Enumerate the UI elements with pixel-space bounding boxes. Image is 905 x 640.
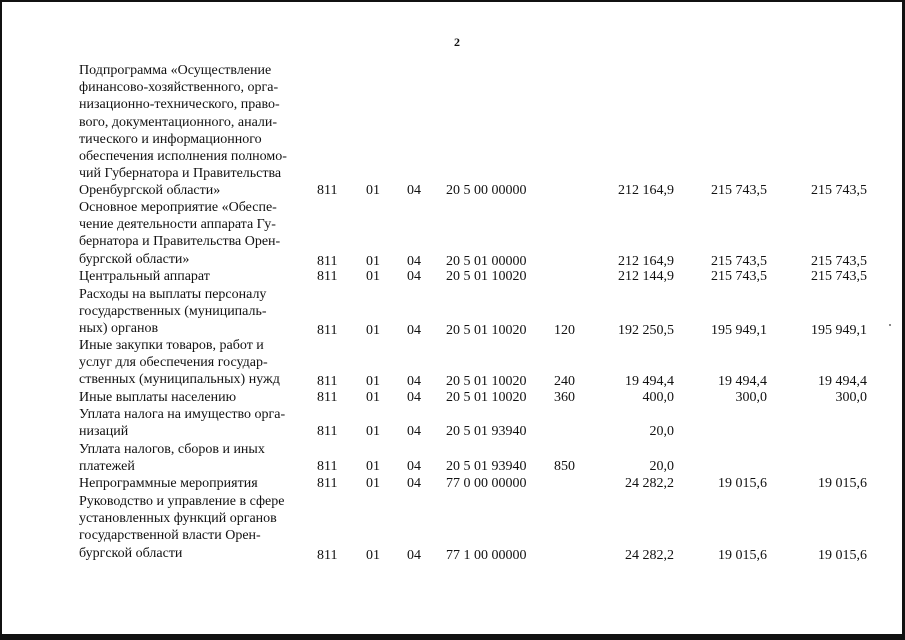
target-article-code: 20 5 00 00000 (446, 183, 527, 199)
target-article-code: 77 0 00 00000 (446, 476, 527, 491)
table-row (2, 441, 905, 475)
row-description: Иные выплаты населению (79, 390, 237, 405)
amount-year-1: 212 144,9 (618, 269, 674, 284)
amount-year-3: 19 015,6 (818, 476, 867, 491)
grbs-code: 811 (317, 459, 338, 475)
amount-year-2: 215 743,5 (711, 269, 767, 284)
table-row (2, 286, 905, 338)
section-code: 01 (366, 323, 380, 339)
row-description: Подпрограмма «Осуществление финансово-хозяйственного, орга- низационно-технического, право- вого, документационного, анали- тического и информационного обеспечения исполнения полномо- чий Губернатора и Правительства Оренбургской области» (79, 63, 287, 199)
amount-year-2: 215 743,5 (711, 253, 767, 269)
table-row (2, 268, 905, 285)
row-description: Расходы на выплаты персоналу государственных (муниципаль- ных) органов (79, 287, 267, 337)
row-description: Уплата налога на имущество орга- низаций (79, 407, 286, 440)
subsection-code: 04 (407, 323, 421, 339)
expense-type-code: 120 (554, 323, 575, 339)
amount-year-1: 212 164,9 (618, 253, 674, 269)
subsection-code: 04 (407, 476, 421, 491)
target-article-code: 20 5 01 10020 (446, 390, 527, 405)
subsection-code: 04 (407, 390, 421, 405)
row-description: Иные закупки товаров, работ и услуг для обеспечения государ- ственных (муниципальных) нужд (79, 338, 280, 388)
target-article-code: 20 5 01 93940 (446, 459, 527, 475)
amount-year-2: 300,0 (735, 390, 767, 405)
amount-year-1: 192 250,5 (618, 323, 674, 339)
row-description: Непрограммные мероприятия (79, 476, 258, 491)
table-row (2, 406, 905, 440)
section-code: 01 (366, 269, 380, 284)
page-number: 2 (454, 35, 460, 49)
amount-year-1: 24 282,2 (625, 476, 674, 491)
table-row (2, 493, 905, 562)
amount-year-1: 20,0 (649, 424, 674, 440)
amount-year-2: 19 015,6 (718, 476, 767, 491)
grbs-code: 811 (317, 183, 338, 199)
row-description: Уплата налогов, сборов и иных платежей (79, 442, 265, 475)
table-row (2, 199, 905, 268)
table-row (2, 337, 905, 389)
amount-year-3: 19 015,6 (818, 547, 867, 563)
grbs-code: 811 (317, 547, 338, 563)
expense-type-code: 240 (554, 374, 575, 390)
amount-year-1: 20,0 (649, 459, 674, 475)
section-code: 01 (366, 547, 380, 563)
scan-speck (889, 324, 891, 326)
amount-year-3: 215 743,5 (811, 253, 867, 269)
subsection-code: 04 (407, 183, 421, 199)
subsection-code: 04 (407, 269, 421, 284)
amount-year-3: 215 743,5 (811, 183, 867, 199)
section-code: 01 (366, 183, 380, 199)
grbs-code: 811 (317, 374, 338, 390)
grbs-code: 811 (317, 323, 338, 339)
section-code: 01 (366, 476, 380, 491)
target-article-code: 20 5 01 10020 (446, 269, 527, 284)
grbs-code: 811 (317, 476, 338, 491)
subsection-code: 04 (407, 374, 421, 390)
target-article-code: 20 5 01 10020 (446, 374, 527, 390)
section-code: 01 (366, 253, 380, 269)
target-article-code: 20 5 01 93940 (446, 424, 527, 440)
target-article-code: 20 5 01 10020 (446, 323, 527, 339)
amount-year-2: 19 015,6 (718, 547, 767, 563)
amount-year-1: 19 494,4 (625, 374, 674, 390)
grbs-code: 811 (317, 390, 338, 405)
target-article-code: 20 5 01 00000 (446, 253, 527, 269)
amount-year-2: 195 949,1 (711, 323, 767, 339)
subsection-code: 04 (407, 459, 421, 475)
expense-type-code: 360 (554, 390, 575, 405)
row-description: Центральный аппарат (79, 269, 210, 284)
row-description: Основное мероприятие «Обеспе- чение деятельности аппарата Гу- бернатора и Правительства Орен- бургской области» (79, 200, 281, 267)
subsection-code: 04 (407, 253, 421, 269)
section-code: 01 (366, 424, 380, 440)
row-description: Руководство и управление в сфере установленных функций органов государственной власти Орен- бургской области (79, 494, 285, 561)
grbs-code: 811 (317, 269, 338, 284)
section-code: 01 (366, 374, 380, 390)
subsection-code: 04 (407, 547, 421, 563)
amount-year-3: 300,0 (835, 390, 867, 405)
section-code: 01 (366, 459, 380, 475)
amount-year-3: 195 949,1 (811, 323, 867, 339)
section-code: 01 (366, 390, 380, 405)
table-row (2, 389, 905, 406)
grbs-code: 811 (317, 253, 338, 269)
amount-year-1: 400,0 (642, 390, 674, 405)
amount-year-3: 19 494,4 (818, 374, 867, 390)
amount-year-3: 215 743,5 (811, 269, 867, 284)
amount-year-1: 24 282,2 (625, 547, 674, 563)
table-row (2, 475, 905, 492)
subsection-code: 04 (407, 424, 421, 440)
grbs-code: 811 (317, 424, 338, 440)
amount-year-2: 215 743,5 (711, 183, 767, 199)
amount-year-1: 212 164,9 (618, 183, 674, 199)
table-row (2, 62, 905, 200)
expense-type-code: 850 (554, 459, 575, 475)
target-article-code: 77 1 00 00000 (446, 547, 527, 563)
amount-year-2: 19 494,4 (718, 374, 767, 390)
